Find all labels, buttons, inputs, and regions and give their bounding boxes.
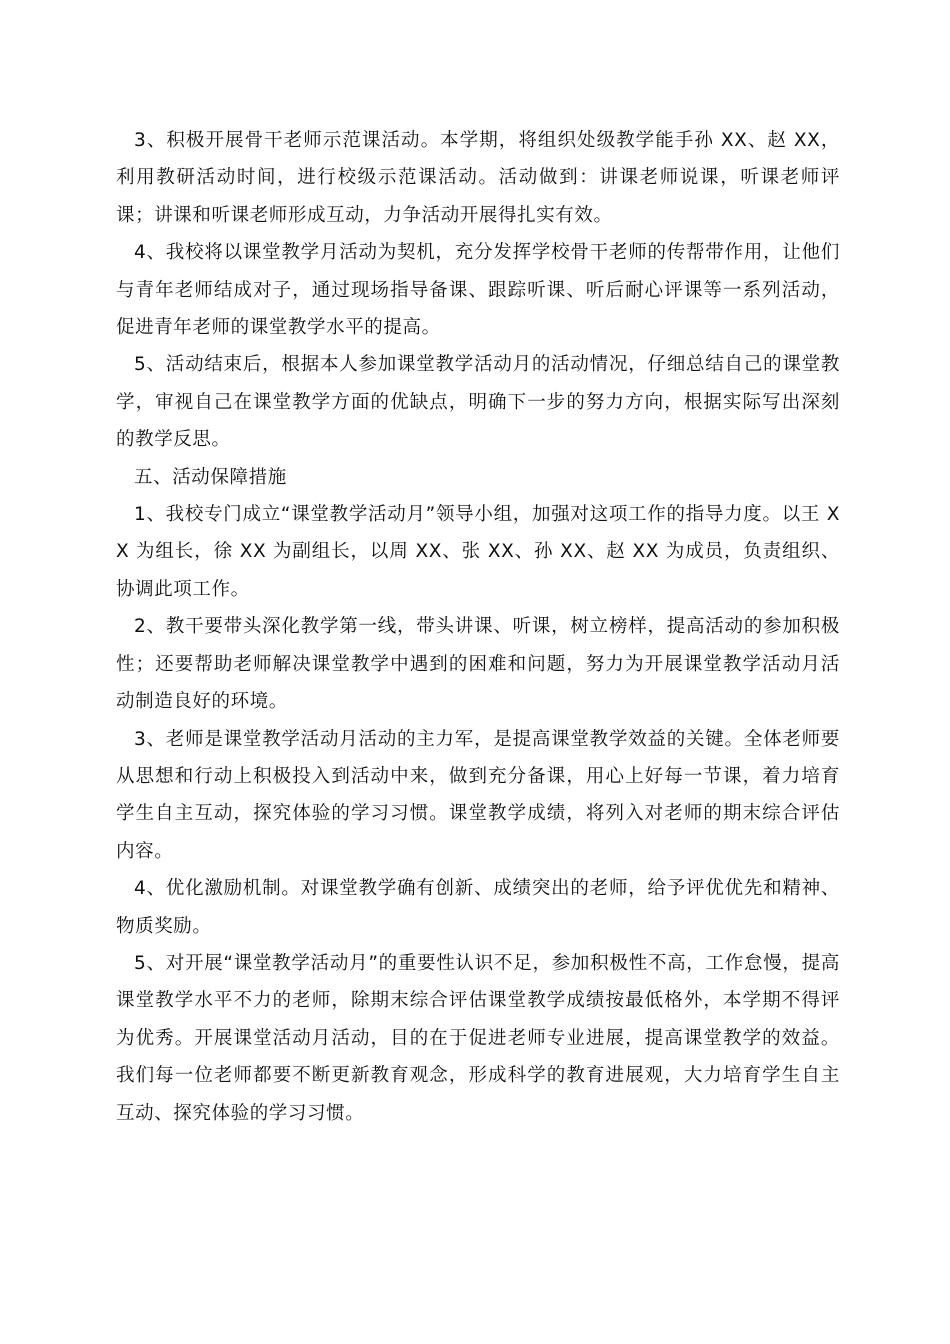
paragraph-activity-4: 4、我校将以课堂教学月活动为契机，充分发挥学校骨干老师的传帮带作用，让他们与青年老师结成对子，通过现场指导备课、跟踪听课、听后耐心评课等一系列活动，促进青年老师的课堂教学水平的提高。 xyxy=(116,242,840,339)
paragraph-measure-3: 3、老师是课堂教学活动月活动的主力军，是提高课堂教学效益的关键。全体老师要从思想和行动上积极投入到活动中来，做到充分备课，用心上好每一节课，着力培育学生自主互动，探究体验的学习习惯。课堂教学成绩，将列入对老师的期末综合评估内容。 xyxy=(116,728,840,862)
paragraph-measure-5: 5、对开展“课堂教学活动月”的重要性认识不足，参加积极性不高，工作怠慢，提高课堂教学水平不力的老师，除期末综合评估课堂教学成绩按最低格外，本学期不得评为优秀。开展课堂活动月活动，目的在于促进老师专业进展，提高课堂教学的效益。我们每一位老师都要不断更新教育观念，形成科学的教育进展观，大力培育学生自主互动、探究体验的学习习惯。 xyxy=(116,952,840,1124)
document-body xyxy=(116,122,840,1132)
paragraph-activity-5: 5、活动结束后，根据本人参加课堂教学活动月的活动情况，仔细总结自己的课堂教学，审视自己在课堂教学方面的优缺点，明确下一步的努力方向，根据实际写出深刻的教学反思。 xyxy=(116,354,840,451)
paragraph-measure-2: 2、教干要带头深化教学第一线，带头讲课、听课，树立榜样，提高活动的参加积极性；还要帮助老师解决课堂教学中遇到的困难和问题，努力为开展课堂教学活动月活动制造良好的环境。 xyxy=(116,616,840,713)
paragraph-measure-4: 4、优化激励机制。对课堂教学确有创新、成绩突出的老师，给予评优优先和精神、物质奖励。 xyxy=(116,878,840,937)
section-heading: 五、活动保障措施 xyxy=(134,466,287,488)
paragraph-activity-3: 3、积极开展骨干老师示范课活动。本学期，将组织处级教学能手孙 XX、赵 XX，利用教研活动时间，进行校级示范课活动。活动做到：讲课老师说课，听课老师评课；讲课和听课老师形成互动，力争活动开展得扎实有效。 xyxy=(116,130,840,226)
paragraph-measure-1: 1、我校专门成立“课堂教学活动月”领导小组，加强对这项工作的指导力度。以王 XX 为组长，徐 XX 为副组长，以周 XX、张 XX、孙 XX、赵 XX 为成员，负责组织、协调此项工作。 xyxy=(116,504,840,600)
